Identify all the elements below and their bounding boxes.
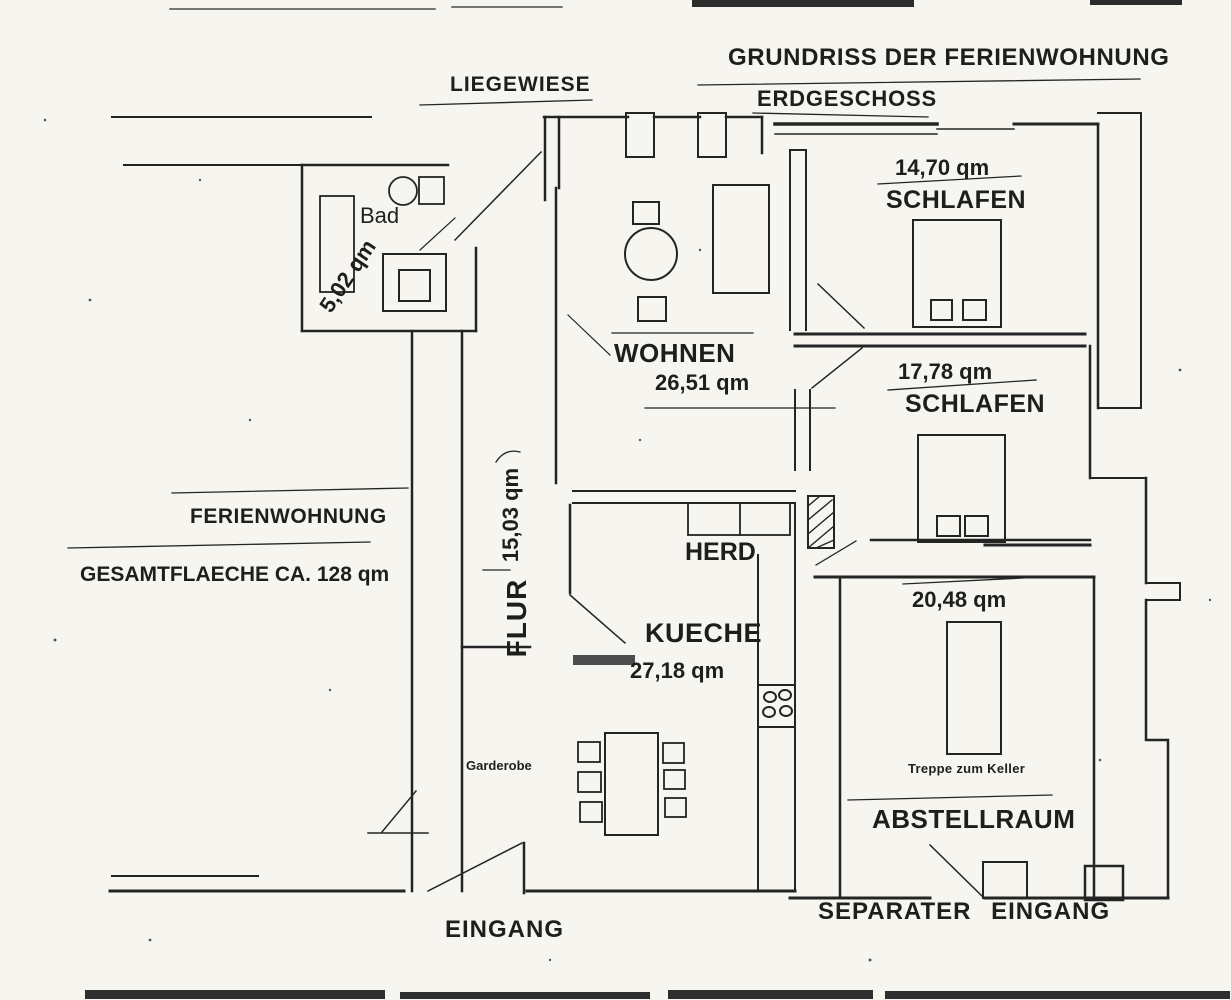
chair-icon	[663, 743, 684, 763]
scan-edge-bottom	[85, 990, 1230, 999]
plan-subtitle: ERDGESCHOSS	[757, 86, 937, 111]
wohnen-label: WOHNEN	[614, 338, 736, 368]
flur-area: 15,03 qm	[498, 467, 523, 563]
kueche-lintel	[573, 655, 635, 665]
bad-label: Bad	[360, 203, 400, 228]
flur-walls	[412, 188, 570, 891]
schlafen1-area: 14,70 qm	[895, 155, 990, 180]
scan-edge-top	[692, 0, 1182, 7]
scan-line-top	[170, 7, 562, 9]
stove-icon	[758, 685, 795, 727]
schlafen-divider-wall	[795, 334, 1085, 346]
herd-label: HERD	[685, 538, 756, 566]
plan-title: GRUNDRISS DER FERIENWOHNUNG	[728, 44, 1170, 71]
wohnen-furniture	[625, 185, 769, 321]
schlafen2-door-swing	[812, 348, 862, 388]
schlafen1-label: SCHLAFEN	[886, 186, 1027, 214]
toilet-icon	[389, 177, 444, 205]
chair-icon	[664, 770, 685, 789]
bad-door-swing	[455, 152, 541, 240]
kueche-label: KUECHE	[645, 618, 763, 648]
abstellraum-area: 20,48 qm	[912, 587, 1007, 612]
chair-icon	[665, 798, 686, 817]
bad-area: 5,02 qm	[314, 234, 381, 317]
wohnen-pointer-line	[568, 315, 610, 355]
liegewiese-label: LIEGEWIESE	[450, 73, 591, 96]
bed-icon-schlafen2	[918, 435, 1005, 542]
kueche-area: 27,18 qm	[630, 658, 725, 683]
bad-pointer-line	[420, 218, 455, 250]
gesamtflaeche-label: GESAMTFLAECHE CA. 128 qm	[80, 563, 390, 586]
terrace-lines	[112, 117, 371, 876]
bed-icon-schlafen1	[913, 220, 1001, 327]
side-table-icon	[633, 202, 659, 224]
window-pillars	[626, 113, 726, 157]
wohnen-area: 26,51 qm	[655, 370, 750, 395]
kitchen-counter	[688, 503, 790, 535]
dining-table-icon	[578, 733, 686, 835]
side-table-icon	[638, 297, 666, 321]
garderobe-label: Garderobe	[466, 758, 532, 773]
wardrobe-icon	[713, 185, 769, 293]
flur-label: FLUR	[501, 578, 532, 658]
schlafen2-area: 17,78 qm	[898, 359, 993, 384]
wohnen-east-wall	[790, 150, 806, 330]
eingang-label: EINGANG	[445, 916, 565, 943]
schlafen1-door-swing	[818, 284, 864, 328]
shower-icon	[383, 254, 446, 311]
chair-icon	[578, 742, 600, 762]
treppe-label: Treppe zum Keller	[908, 761, 1026, 776]
abstellraum-walls	[790, 577, 1168, 898]
ferienwohnung-label: FERIENWOHNUNG	[190, 505, 387, 528]
abstellraum-label: ABSTELLRAUM	[872, 804, 1076, 834]
chair-icon	[580, 802, 602, 822]
separater-eingang-label: SEPARATER EINGANG	[818, 898, 1111, 925]
round-table-icon	[625, 228, 677, 280]
chimney-hatch	[808, 496, 834, 548]
kueche-walls	[573, 491, 795, 891]
kueche-door-swing	[570, 595, 625, 643]
chair-icon	[578, 772, 601, 792]
stairs-icon	[947, 622, 1001, 754]
garderobe-door	[368, 791, 428, 833]
schlafen2-label: SCHLAFEN	[905, 390, 1046, 418]
entrance-door	[428, 843, 524, 893]
